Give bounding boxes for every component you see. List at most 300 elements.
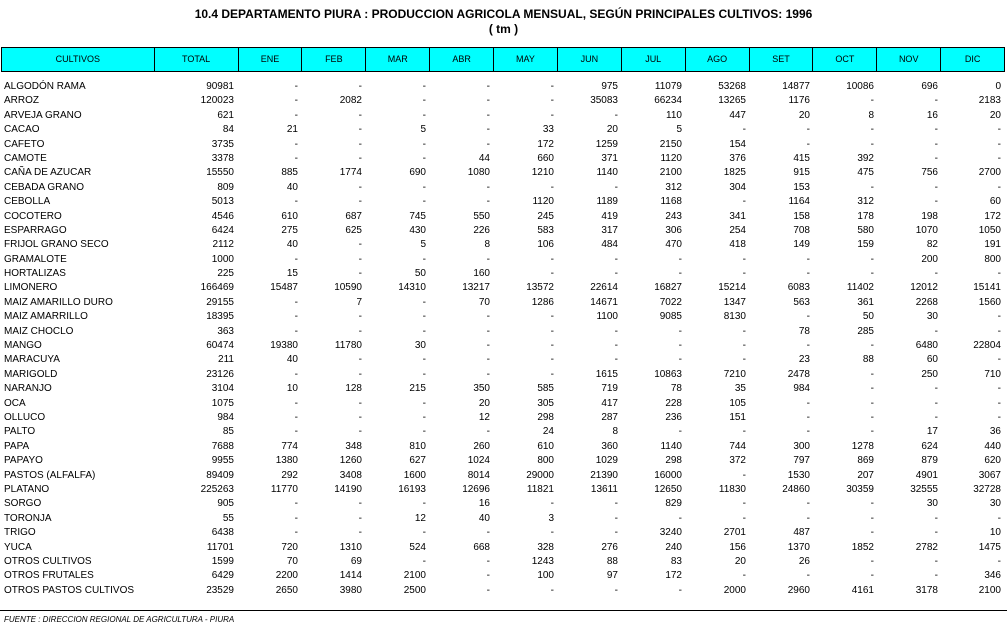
value-cell: - <box>486 196 490 208</box>
value-cell: 328 <box>537 541 554 553</box>
value-cell: 24 <box>542 426 554 438</box>
value-cell: 275 <box>281 224 298 236</box>
table-row <box>1 238 1005 252</box>
value-cell: 298 <box>665 455 682 467</box>
value-cell: - <box>997 397 1001 409</box>
value-cell: 1140 <box>596 167 618 179</box>
value-cell: - <box>997 268 1001 280</box>
value-cell: - <box>422 325 426 337</box>
value-cell: 690 <box>409 167 426 179</box>
crop-name-cell: OCA <box>4 397 26 409</box>
value-cell: 23126 <box>206 368 234 380</box>
value-cell: - <box>870 368 874 380</box>
value-cell: 12650 <box>654 483 682 495</box>
value-cell: 1024 <box>467 455 490 467</box>
value-cell: 879 <box>921 455 938 467</box>
value-cell: - <box>806 512 810 524</box>
value-cell: 14190 <box>334 483 362 495</box>
value-cell: - <box>422 368 426 380</box>
value-cell: 687 <box>345 210 362 222</box>
value-cell: - <box>997 354 1001 366</box>
value-cell: 3104 <box>211 383 234 395</box>
value-cell: 7 <box>356 296 362 308</box>
value-cell: - <box>422 181 426 193</box>
value-cell: - <box>678 584 682 596</box>
value-cell: 298 <box>537 411 554 423</box>
value-cell: - <box>294 138 298 150</box>
value-cell: 361 <box>857 296 874 308</box>
value-cell: - <box>997 138 1001 150</box>
value-cell: 207 <box>857 469 874 481</box>
value-cell: 2500 <box>403 584 426 596</box>
value-cell: - <box>422 253 426 265</box>
value-cell: 363 <box>217 325 234 337</box>
value-cell: 621 <box>217 109 234 121</box>
value-cell: - <box>870 527 874 539</box>
value-cell: - <box>486 95 490 107</box>
value-cell: 11701 <box>206 541 234 553</box>
value-cell: - <box>934 555 938 567</box>
value-cell: 16827 <box>654 282 682 294</box>
value-cell: 240 <box>665 541 682 553</box>
value-cell: 3408 <box>339 469 362 481</box>
value-cell: - <box>870 397 874 409</box>
value-cell: - <box>294 196 298 208</box>
value-cell: - <box>742 498 746 510</box>
value-cell: 15214 <box>718 282 746 294</box>
value-cell: 1600 <box>403 469 426 481</box>
value-cell: 154 <box>729 138 746 150</box>
value-cell: - <box>806 311 810 323</box>
value-cell: 1164 <box>788 196 810 208</box>
value-cell: 306 <box>665 224 682 236</box>
value-cell: 60 <box>989 196 1001 208</box>
value-cell: - <box>358 196 362 208</box>
value-cell: 1774 <box>339 167 362 179</box>
value-cell: 32728 <box>973 483 1001 495</box>
value-cell: 6480 <box>915 340 938 352</box>
value-cell: 285 <box>857 325 874 337</box>
value-cell: 19380 <box>270 340 298 352</box>
value-cell: - <box>294 368 298 380</box>
value-cell: 305 <box>537 397 554 409</box>
value-cell: 1825 <box>723 167 746 179</box>
value-cell: 3378 <box>211 152 234 164</box>
footer-divider <box>0 610 1007 611</box>
value-cell: 159 <box>857 239 874 251</box>
value-cell: - <box>550 340 554 352</box>
value-cell: 304 <box>729 181 746 193</box>
value-cell: - <box>870 498 874 510</box>
value-cell: 1075 <box>211 397 234 409</box>
value-cell: 624 <box>921 440 938 452</box>
value-cell: - <box>678 325 682 337</box>
value-cell: 287 <box>601 411 618 423</box>
value-cell: 105 <box>729 397 746 409</box>
value-cell: 810 <box>409 440 426 452</box>
value-cell: 1278 <box>851 440 874 452</box>
value-cell: - <box>422 354 426 366</box>
value-cell: 3735 <box>211 138 234 150</box>
value-cell: - <box>870 383 874 395</box>
value-cell: 29000 <box>526 469 554 481</box>
value-cell: - <box>550 81 554 92</box>
table-row <box>1 483 1005 497</box>
crop-name-cell: MANGO <box>4 340 42 352</box>
value-cell: - <box>678 340 682 352</box>
value-cell: - <box>806 498 810 510</box>
value-cell: 1310 <box>339 541 362 553</box>
value-cell: 13265 <box>718 95 746 107</box>
value-cell: 178 <box>857 210 874 222</box>
value-cell: 100 <box>537 570 554 582</box>
value-cell: 415 <box>793 152 810 164</box>
value-cell: 24860 <box>782 483 810 495</box>
value-cell: 2782 <box>915 541 938 553</box>
table-row <box>1 224 1005 238</box>
value-cell: 2100 <box>978 584 1001 596</box>
value-cell: 350 <box>473 383 490 395</box>
value-cell: 36 <box>989 426 1001 438</box>
table-row <box>1 94 1005 108</box>
value-cell: 417 <box>601 397 618 409</box>
value-cell: - <box>358 109 362 121</box>
value-cell: 16 <box>478 498 490 510</box>
value-cell: 376 <box>729 152 746 164</box>
value-cell: 250 <box>921 368 938 380</box>
value-cell: 153 <box>793 181 810 193</box>
value-cell: - <box>486 354 490 366</box>
table-row <box>1 166 1005 180</box>
value-cell: 245 <box>537 210 554 222</box>
value-cell: 0 <box>995 81 1001 92</box>
value-cell: 53268 <box>718 81 746 92</box>
value-cell: - <box>550 584 554 596</box>
column-header: DIC <box>964 54 981 64</box>
value-cell: - <box>550 311 554 323</box>
value-cell: - <box>806 411 810 423</box>
value-cell: 1120 <box>660 152 682 164</box>
value-cell: 26 <box>798 555 810 567</box>
value-cell: 312 <box>857 196 874 208</box>
table-row <box>1 368 1005 382</box>
value-cell: 610 <box>537 440 554 452</box>
source-note: FUENTE : DIRECCION REGIONAL DE AGRICULTURA - PIURA <box>4 615 235 624</box>
value-cell: - <box>358 181 362 193</box>
value-cell: 708 <box>793 224 810 236</box>
value-cell: 11402 <box>846 282 874 294</box>
value-cell: 172 <box>537 138 554 150</box>
table-row <box>1 210 1005 224</box>
value-cell: - <box>422 397 426 409</box>
crop-name-cell: HORTALIZAS <box>4 268 66 280</box>
value-cell: 710 <box>984 368 1001 380</box>
value-cell: 156 <box>729 541 746 553</box>
value-cell: - <box>550 368 554 380</box>
table-row <box>1 411 1005 425</box>
value-cell: 10 <box>286 383 298 395</box>
crop-name-cell: SORGO <box>4 498 42 510</box>
value-cell: - <box>422 95 426 107</box>
value-cell: - <box>742 469 746 481</box>
value-cell: - <box>678 426 682 438</box>
crop-name-cell: CEBOLLA <box>4 196 51 208</box>
value-cell: 1370 <box>787 541 810 553</box>
table-row <box>1 353 1005 367</box>
column-header: ENE <box>239 48 303 71</box>
value-cell: - <box>997 311 1001 323</box>
value-cell: 3178 <box>915 584 938 596</box>
value-cell: - <box>870 124 874 136</box>
value-cell: 484 <box>601 239 618 251</box>
value-cell: - <box>678 268 682 280</box>
value-cell: - <box>550 325 554 337</box>
value-cell: 984 <box>793 383 810 395</box>
value-cell: 160 <box>473 268 490 280</box>
value-cell: - <box>742 325 746 337</box>
value-cell: 1050 <box>978 224 1001 236</box>
table-row <box>1 454 1005 468</box>
table-row <box>1 325 1005 339</box>
value-cell: - <box>806 397 810 409</box>
value-cell: 1168 <box>660 196 682 208</box>
value-cell: - <box>294 325 298 337</box>
value-cell: - <box>486 124 490 136</box>
value-cell: 2183 <box>978 95 1001 107</box>
value-cell: 11821 <box>526 483 554 495</box>
value-cell: - <box>870 95 874 107</box>
value-cell: - <box>358 368 362 380</box>
value-cell: 10 <box>989 527 1001 539</box>
value-cell: 32555 <box>910 483 938 495</box>
crop-name-cell: ARVEJA GRANO <box>4 109 82 121</box>
value-cell: - <box>934 124 938 136</box>
value-cell: - <box>997 325 1001 337</box>
value-cell: 696 <box>921 81 938 92</box>
value-cell: 30 <box>926 498 938 510</box>
value-cell: - <box>486 109 490 121</box>
value-cell: 2150 <box>659 138 682 150</box>
value-cell: 12 <box>478 411 490 423</box>
table-header-row <box>1 47 1005 72</box>
value-cell: - <box>550 527 554 539</box>
value-cell: - <box>358 512 362 524</box>
value-cell: 869 <box>857 455 874 467</box>
value-cell: 583 <box>537 224 554 236</box>
value-cell: - <box>486 138 490 150</box>
value-cell: 149 <box>793 239 810 251</box>
value-cell: - <box>997 383 1001 395</box>
column-header: OCT <box>813 48 877 71</box>
value-cell: 2268 <box>915 296 938 308</box>
value-cell: 88 <box>606 555 618 567</box>
value-cell: 430 <box>409 224 426 236</box>
value-cell: 1560 <box>978 296 1001 308</box>
value-cell: - <box>870 138 874 150</box>
value-cell: 984 <box>217 411 234 423</box>
crop-name-cell: MAIZ CHOCLO <box>4 325 74 337</box>
value-cell: 10863 <box>654 368 682 380</box>
value-cell: 35083 <box>590 95 618 107</box>
value-cell: 40 <box>286 239 298 251</box>
value-cell: 585 <box>537 383 554 395</box>
value-cell: 20 <box>478 397 490 409</box>
value-cell: 668 <box>473 541 490 553</box>
value-cell: - <box>358 311 362 323</box>
column-header: NOV <box>877 48 941 71</box>
value-cell: 797 <box>793 455 810 467</box>
value-cell: 15487 <box>270 282 298 294</box>
value-cell: 809 <box>217 181 234 193</box>
column-header: FEB <box>302 48 366 71</box>
value-cell: 166469 <box>200 282 234 294</box>
value-cell: 2960 <box>787 584 810 596</box>
crop-name-cell: CACAO <box>4 124 40 136</box>
value-cell: 2650 <box>275 584 298 596</box>
table-body <box>1 80 1005 598</box>
value-cell: - <box>422 196 426 208</box>
value-cell: - <box>294 95 298 107</box>
value-cell: 14310 <box>398 282 426 294</box>
value-cell: 40 <box>478 512 490 524</box>
value-cell: 6438 <box>211 527 234 539</box>
value-cell: - <box>934 397 938 409</box>
value-cell: 172 <box>665 570 682 582</box>
value-cell: - <box>614 512 618 524</box>
value-cell: - <box>742 512 746 524</box>
value-cell: 745 <box>409 210 426 222</box>
value-cell: - <box>614 253 618 265</box>
value-cell: 30 <box>414 340 426 352</box>
value-cell: - <box>934 181 938 193</box>
value-cell: - <box>806 253 810 265</box>
value-cell: 1599 <box>211 555 234 567</box>
value-cell: 720 <box>281 541 298 553</box>
value-cell: - <box>422 296 426 308</box>
value-cell: 21 <box>286 124 298 136</box>
table-row <box>1 138 1005 152</box>
value-cell: 22804 <box>973 340 1001 352</box>
value-cell: 1260 <box>339 455 362 467</box>
value-cell: - <box>614 340 618 352</box>
value-cell: 6083 <box>787 282 810 294</box>
crop-name-cell: YUCA <box>4 541 32 553</box>
value-cell: - <box>358 354 362 366</box>
value-cell: 360 <box>601 440 618 452</box>
value-cell: 40 <box>286 354 298 366</box>
value-cell: 83 <box>670 555 682 567</box>
crop-name-cell: PALTO <box>4 426 36 438</box>
column-header: AGO <box>686 48 750 71</box>
column-header: JUL <box>622 48 686 71</box>
crop-name-cell: CAÑA DE AZUCAR <box>4 167 92 179</box>
value-cell: - <box>422 109 426 121</box>
value-cell: 1189 <box>596 196 618 208</box>
value-cell: 33 <box>542 124 554 136</box>
value-cell: 15 <box>286 268 298 280</box>
value-cell: - <box>422 527 426 539</box>
crop-name-cell: CEBADA GRANO <box>4 181 85 193</box>
value-cell: - <box>806 138 810 150</box>
value-cell: 11830 <box>718 483 746 495</box>
value-cell: 191 <box>984 239 1001 251</box>
value-cell: - <box>934 138 938 150</box>
value-cell: 8 <box>612 426 618 438</box>
value-cell: - <box>934 325 938 337</box>
value-cell: 5 <box>420 124 426 136</box>
value-cell: 915 <box>793 167 810 179</box>
value-cell: 226 <box>473 224 490 236</box>
crop-name-cell: TORONJA <box>4 512 52 524</box>
table-row <box>1 195 1005 209</box>
value-cell: 14877 <box>782 81 810 92</box>
value-cell: 198 <box>921 210 938 222</box>
value-cell: 20 <box>606 124 618 136</box>
value-cell: 20 <box>734 555 746 567</box>
value-cell: 40 <box>286 181 298 193</box>
value-cell: 1176 <box>788 95 810 107</box>
value-cell: 6424 <box>211 224 234 236</box>
value-cell: 69 <box>350 555 362 567</box>
column-header: JUN <box>558 48 622 71</box>
value-cell: - <box>358 152 362 164</box>
value-cell: 97 <box>606 570 618 582</box>
value-cell: 11780 <box>334 340 362 352</box>
table-row <box>1 469 1005 483</box>
value-cell: - <box>358 268 362 280</box>
value-cell: - <box>422 81 426 92</box>
crop-name-cell: CAMOTE <box>4 152 47 164</box>
crop-name-cell: PAPA <box>4 440 30 452</box>
value-cell: - <box>358 124 362 136</box>
crop-name-cell: ARROZ <box>4 95 39 107</box>
value-cell: - <box>870 253 874 265</box>
value-cell: - <box>742 268 746 280</box>
value-cell: - <box>742 253 746 265</box>
value-cell: 975 <box>601 81 618 92</box>
value-cell: - <box>486 555 490 567</box>
value-cell: - <box>294 109 298 121</box>
value-cell: - <box>870 512 874 524</box>
value-cell: - <box>614 498 618 510</box>
value-cell: 829 <box>665 498 682 510</box>
value-cell: - <box>486 570 490 582</box>
value-cell: 22614 <box>590 282 618 294</box>
value-cell: 66234 <box>654 95 682 107</box>
value-cell: - <box>550 498 554 510</box>
value-cell: - <box>422 311 426 323</box>
value-cell: 2000 <box>723 584 746 596</box>
value-cell: 14671 <box>590 296 618 308</box>
value-cell: - <box>806 268 810 280</box>
value-cell: 905 <box>217 498 234 510</box>
value-cell: 55 <box>222 512 234 524</box>
crop-name-cell: MAIZ AMARILLO DURO <box>4 296 113 308</box>
crop-name-cell: ESPARRAGO <box>4 224 67 236</box>
value-cell: 4546 <box>211 210 234 222</box>
value-cell: 90981 <box>206 81 234 92</box>
value-cell: - <box>934 527 938 539</box>
value-cell: 627 <box>409 455 426 467</box>
value-cell: 580 <box>857 224 874 236</box>
value-cell: 2700 <box>978 167 1001 179</box>
value-cell: - <box>358 239 362 251</box>
value-cell: - <box>997 181 1001 193</box>
value-cell: - <box>870 181 874 193</box>
value-cell: - <box>550 181 554 193</box>
value-cell: 70 <box>478 296 490 308</box>
value-cell: 18395 <box>206 311 234 323</box>
